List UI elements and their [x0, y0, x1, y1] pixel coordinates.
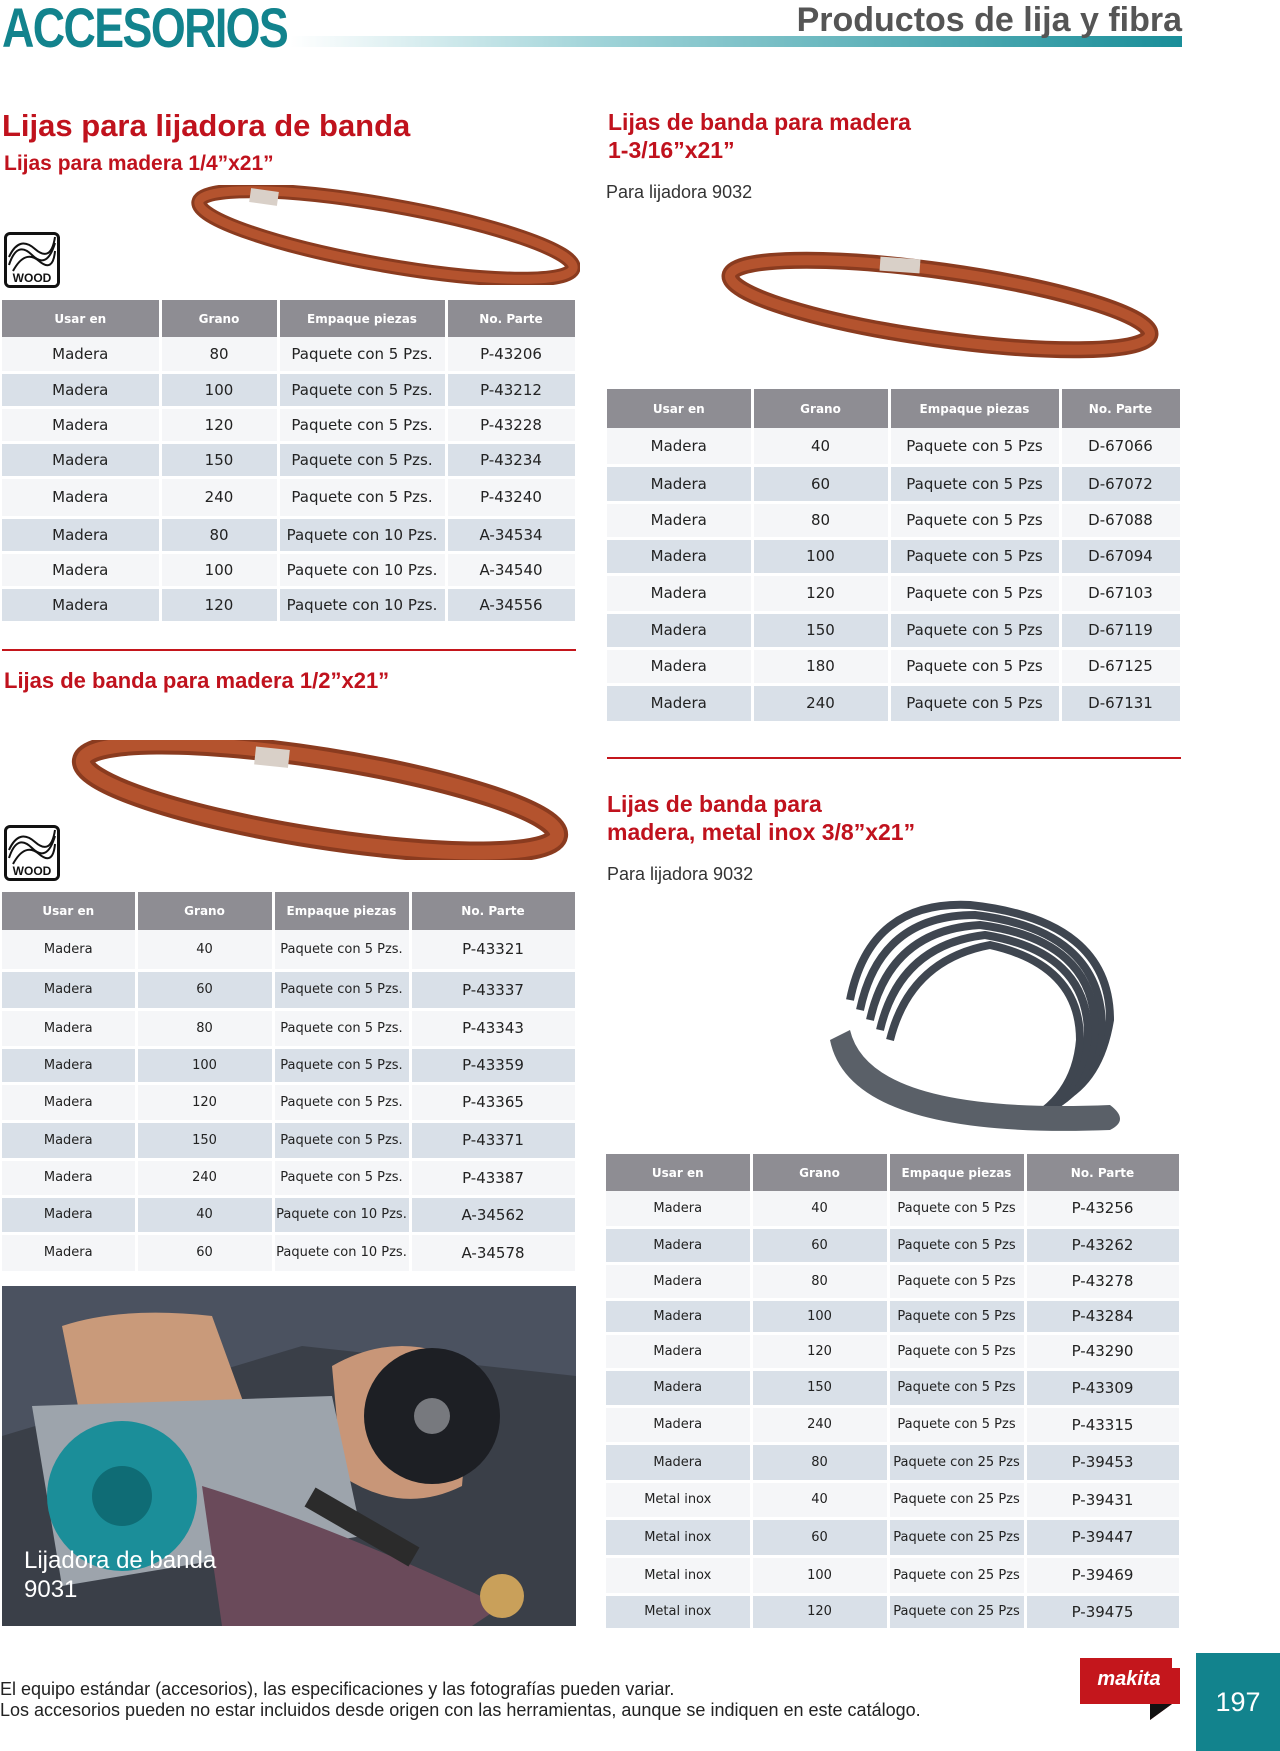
table-cell: 80: [751, 1443, 888, 1481]
photo-caption: [24, 1546, 216, 1604]
table-cell: Paquete con 5 Pzs: [888, 1369, 1025, 1406]
table-cell: Madera: [2, 1196, 136, 1233]
table-cell: P-43212: [446, 372, 576, 407]
table-cell: Madera: [2, 337, 160, 372]
section3-title: Lijas de banda para madera 1/2”x21”: [4, 668, 390, 693]
table-cell: 240: [136, 1159, 273, 1196]
table-cell: A-34578: [410, 1233, 576, 1272]
table-cell: Paquete con 5 Pzs.: [273, 1009, 410, 1047]
table-cell: Madera: [606, 1443, 751, 1481]
section2-note: Para lijadora 9032: [606, 182, 753, 202]
table-row: [2, 970, 576, 1009]
table-cell: Madera: [2, 1121, 136, 1159]
table-cell: Madera: [606, 1299, 751, 1333]
table-row: [606, 1481, 1180, 1518]
table-cell: Madera: [606, 1369, 751, 1406]
column-header: Usar en: [606, 1154, 751, 1191]
table-cell: Paquete con 5 Pzs: [889, 612, 1060, 648]
table-cell: P-43278: [1025, 1263, 1180, 1299]
table-row: [2, 407, 576, 442]
table-cell: 120: [160, 407, 278, 442]
table-cell: P-43343: [410, 1009, 576, 1047]
table-cell: Madera: [2, 407, 160, 442]
table-cell: A-34562: [410, 1196, 576, 1233]
table-cell: A-34534: [446, 517, 576, 552]
table-row: [607, 612, 1181, 648]
table-row: [2, 337, 576, 372]
table-cell: Madera: [2, 1233, 136, 1272]
belt-sander-photo: [2, 1286, 576, 1626]
table-row: [607, 574, 1181, 612]
belt-bundle-image: [810, 880, 1150, 1150]
table-cell: Paquete con 10 Pzs.: [278, 587, 446, 622]
table-cell: P-43309: [1025, 1369, 1180, 1406]
table-cell: 80: [752, 502, 889, 538]
table-cell: Madera: [606, 1263, 751, 1299]
footer-line1: El equipo estándar (accesorios), las especificaciones y las fotografías pueden variar.: [0, 1679, 675, 1699]
table-cell: 60: [751, 1518, 888, 1556]
table-cell: 40: [752, 428, 889, 465]
col-header-empaque: Empaque piezas: [278, 300, 446, 337]
table-cell: 60: [751, 1227, 888, 1263]
table-cell: D-67119: [1060, 612, 1181, 648]
wood-icon-label: WOOD: [7, 865, 57, 878]
table-cell: P-43387: [410, 1159, 576, 1196]
column-header: Empaque piezas: [889, 389, 1060, 428]
table-cell: Paquete con 25 Pzs: [888, 1518, 1025, 1556]
table-cell: Paquete con 5 Pzs: [888, 1263, 1025, 1299]
table-cell: D-67066: [1060, 428, 1181, 465]
table-row: [2, 442, 576, 477]
table-row: [606, 1556, 1180, 1594]
table-cell: P-39431: [1025, 1481, 1180, 1518]
table-cell: Madera: [607, 465, 752, 502]
table-row: [606, 1443, 1180, 1481]
table-cell: 150: [751, 1369, 888, 1406]
table-cell: 40: [751, 1481, 888, 1518]
table-cell: Madera: [607, 648, 752, 684]
section4-title: [607, 790, 915, 846]
table-cell: Metal inox: [606, 1518, 751, 1556]
table-cell: Madera: [607, 538, 752, 574]
table-cell: Madera: [2, 442, 160, 477]
table-cell: Paquete con 5 Pzs: [889, 465, 1060, 502]
table-cell: D-67094: [1060, 538, 1181, 574]
divider: [607, 757, 1181, 759]
table-row: [607, 428, 1181, 465]
table-cell: 100: [160, 552, 278, 587]
table-cell: 60: [136, 1233, 273, 1272]
table-row: [2, 1233, 576, 1272]
table-row: [2, 517, 576, 552]
section4-title-line1: Lijas de banda para: [607, 791, 822, 817]
section2-title-line2: 1-3/16”x21”: [608, 137, 735, 163]
sanding-belt-image-1: [190, 185, 580, 285]
table-cell: P-39447: [1025, 1518, 1180, 1556]
table-cell: P-39469: [1025, 1556, 1180, 1594]
table-row: [606, 1191, 1180, 1227]
table-row: [2, 552, 576, 587]
table-section1: [2, 300, 578, 624]
section4-title-line2: madera, metal inox 3/8”x21”: [607, 819, 916, 845]
table-row: [2, 1159, 576, 1196]
table-cell: 240: [752, 684, 889, 722]
col-header-usar-en: Usar en: [2, 300, 160, 337]
table-row: [607, 502, 1181, 538]
table-cell: Paquete con 5 Pzs.: [273, 930, 410, 970]
table-cell: Madera: [606, 1406, 751, 1443]
table-cell: 80: [136, 1009, 273, 1047]
table-cell: 40: [136, 1196, 273, 1233]
table-row: [2, 1083, 576, 1121]
table-cell: P-43359: [410, 1047, 576, 1083]
table-cell: Madera: [607, 574, 752, 612]
table-cell: Paquete con 5 Pzs: [888, 1406, 1025, 1443]
table-cell: Paquete con 5 Pzs: [888, 1227, 1025, 1263]
makita-logo: [1080, 1654, 1180, 1724]
table-cell: 80: [751, 1263, 888, 1299]
column-header: Empaque piezas: [273, 892, 410, 930]
table-cell: Madera: [606, 1227, 751, 1263]
table-cell: Paquete con 5 Pzs: [889, 428, 1060, 465]
table-cell: P-43262: [1025, 1227, 1180, 1263]
table-cell: Paquete con 5 Pzs.: [278, 337, 446, 372]
table-row: [606, 1333, 1180, 1369]
table-cell: 100: [136, 1047, 273, 1083]
table-cell: Paquete con 25 Pzs: [888, 1556, 1025, 1594]
table-row: [2, 372, 576, 407]
table-cell: P-43228: [446, 407, 576, 442]
table-cell: 120: [136, 1083, 273, 1121]
table-section4: [606, 1154, 1182, 1631]
table-cell: Madera: [606, 1333, 751, 1369]
table-row: [606, 1406, 1180, 1443]
table-cell: 80: [160, 517, 278, 552]
wood-icon-label: WOOD: [7, 272, 57, 285]
table-cell: P-43240: [446, 477, 576, 517]
table-cell: Paquete con 5 Pzs.: [273, 970, 410, 1009]
table-row: [2, 930, 576, 970]
table-cell: Madera: [2, 1159, 136, 1196]
column-header: No. Parte: [410, 892, 576, 930]
column-header: Grano: [136, 892, 273, 930]
divider: [2, 649, 576, 651]
table-cell: P-43321: [410, 930, 576, 970]
table-cell: Madera: [2, 552, 160, 587]
table-row: [2, 477, 576, 517]
section1-title: Lijas para lijadora de banda: [2, 108, 411, 143]
section4-note: Para lijadora 9032: [607, 864, 754, 884]
table-cell: Paquete con 10 Pzs.: [278, 552, 446, 587]
table-cell: D-67125: [1060, 648, 1181, 684]
column-header: Empaque piezas: [888, 1154, 1025, 1191]
table-cell: P-43290: [1025, 1333, 1180, 1369]
table-cell: Paquete con 5 Pzs.: [273, 1121, 410, 1159]
column-header: Usar en: [2, 892, 136, 930]
table-cell: Paquete con 5 Pzs.: [278, 407, 446, 442]
table-row: [606, 1594, 1180, 1629]
table-row: [606, 1369, 1180, 1406]
table-cell: P-43234: [446, 442, 576, 477]
table-cell: Madera: [606, 1191, 751, 1227]
footer-line2: Los accesorios pueden no estar incluidos desde origen con las herramientas, aunque se indiquen en este catálogo.: [0, 1700, 921, 1720]
wood-icon: [4, 825, 60, 881]
table-cell: 60: [136, 970, 273, 1009]
table-cell: Paquete con 10 Pzs.: [278, 517, 446, 552]
brand-name: makita: [1097, 1668, 1161, 1690]
table-cell: Madera: [2, 477, 160, 517]
table-cell: Paquete con 5 Pzs.: [273, 1159, 410, 1196]
column-header: Grano: [751, 1154, 888, 1191]
table-cell: Paquete con 5 Pzs: [888, 1299, 1025, 1333]
table-cell: 150: [160, 442, 278, 477]
photo-caption-line1: Lijadora de banda: [24, 1547, 217, 1574]
table-cell: Madera: [2, 1009, 136, 1047]
table-cell: 120: [160, 587, 278, 622]
section1-subtitle: Lijas para madera 1/4”x21”: [4, 152, 274, 175]
table-row: [607, 684, 1181, 722]
table-cell: 120: [751, 1333, 888, 1369]
table-cell: P-43256: [1025, 1191, 1180, 1227]
table-cell: D-67103: [1060, 574, 1181, 612]
table-cell: Madera: [607, 612, 752, 648]
table-cell: P-43371: [410, 1121, 576, 1159]
table-cell: 150: [752, 612, 889, 648]
table-cell: 100: [751, 1299, 888, 1333]
table-cell: Paquete con 5 Pzs: [888, 1191, 1025, 1227]
table-cell: 60: [752, 465, 889, 502]
table-cell: Paquete con 25 Pzs: [888, 1443, 1025, 1481]
table-cell: Paquete con 5 Pzs: [888, 1333, 1025, 1369]
table-cell: Madera: [2, 372, 160, 407]
table-cell: P-39453: [1025, 1443, 1180, 1481]
table-row: [2, 1121, 576, 1159]
table-cell: Paquete con 5 Pzs.: [273, 1047, 410, 1083]
table-cell: Madera: [2, 1083, 136, 1121]
table-cell: 180: [752, 648, 889, 684]
table-cell: Madera: [2, 517, 160, 552]
table-cell: 100: [752, 538, 889, 574]
table-cell: P-39475: [1025, 1594, 1180, 1629]
table-cell: 240: [751, 1406, 888, 1443]
table-cell: 40: [751, 1191, 888, 1227]
table-cell: 150: [136, 1121, 273, 1159]
table-row: [2, 587, 576, 622]
table-row: [2, 1047, 576, 1083]
table-row: [606, 1518, 1180, 1556]
table-cell: P-43284: [1025, 1299, 1180, 1333]
col-header-grano: Grano: [160, 300, 278, 337]
table-cell: Paquete con 5 Pzs: [889, 648, 1060, 684]
table-cell: 40: [136, 930, 273, 970]
table-cell: Paquete con 5 Pzs: [889, 502, 1060, 538]
table-cell: Metal inox: [606, 1556, 751, 1594]
table-row: [2, 1009, 576, 1047]
table-cell: Paquete con 10 Pzs.: [273, 1196, 410, 1233]
table-cell: Metal inox: [606, 1481, 751, 1518]
column-header: Usar en: [607, 389, 752, 428]
column-header: No. Parte: [1060, 389, 1181, 428]
table-cell: Paquete con 5 Pzs: [889, 684, 1060, 722]
table-cell: Madera: [2, 1047, 136, 1083]
table-cell: Paquete con 25 Pzs: [888, 1481, 1025, 1518]
table-cell: Paquete con 5 Pzs.: [278, 372, 446, 407]
table-row: [606, 1263, 1180, 1299]
column-header: No. Parte: [1025, 1154, 1180, 1191]
table-cell: Madera: [2, 930, 136, 970]
section2-title-line1: Lijas de banda para madera: [608, 109, 911, 135]
table-cell: 120: [751, 1594, 888, 1629]
table-cell: Paquete con 5 Pzs.: [278, 477, 446, 517]
table-cell: Paquete con 5 Pzs.: [278, 442, 446, 477]
section2-title: [608, 108, 911, 164]
table-cell: Madera: [607, 428, 752, 465]
table-cell: Madera: [2, 587, 160, 622]
photo-caption-line2: 9031: [24, 1576, 78, 1603]
table-row: [607, 648, 1181, 684]
table-cell: P-43337: [410, 970, 576, 1009]
footer-disclaimer: [0, 1679, 921, 1721]
table-cell: Paquete con 5 Pzs.: [273, 1083, 410, 1121]
table-cell: D-67072: [1060, 465, 1181, 502]
table-row: [607, 465, 1181, 502]
table-cell: D-67131: [1060, 684, 1181, 722]
table-cell: 100: [160, 372, 278, 407]
table-cell: Paquete con 25 Pzs: [888, 1594, 1025, 1629]
table-cell: P-43365: [410, 1083, 576, 1121]
table-cell: Madera: [607, 502, 752, 538]
category-title: ACCESORIOS: [2, 0, 288, 59]
sanding-belt-image-2: [720, 250, 1160, 370]
table-cell: P-43206: [446, 337, 576, 372]
table-row: [607, 538, 1181, 574]
table-row: [606, 1227, 1180, 1263]
table-cell: Paquete con 5 Pzs: [889, 538, 1060, 574]
column-header: Grano: [752, 389, 889, 428]
wood-icon: [4, 232, 60, 288]
table-cell: P-43315: [1025, 1406, 1180, 1443]
table-cell: Madera: [2, 970, 136, 1009]
col-header-no-parte: No. Parte: [446, 300, 576, 337]
table-row: [2, 1196, 576, 1233]
table-cell: 80: [160, 337, 278, 372]
table-cell: A-34540: [446, 552, 576, 587]
table-cell: Paquete con 10 Pzs.: [273, 1233, 410, 1272]
table-cell: Metal inox: [606, 1594, 751, 1629]
table-section2: [607, 389, 1183, 724]
table-cell: Madera: [607, 684, 752, 722]
page-number: 197: [1196, 1653, 1280, 1751]
table-cell: 100: [751, 1556, 888, 1594]
table-cell: 120: [752, 574, 889, 612]
table-row: [606, 1299, 1180, 1333]
table-cell: D-67088: [1060, 502, 1181, 538]
table-cell: Paquete con 5 Pzs: [889, 574, 1060, 612]
table-section3: [2, 892, 578, 1274]
page-title: Productos de lija y fibra: [796, 1, 1182, 39]
table-cell: A-34556: [446, 587, 576, 622]
table-cell: 240: [160, 477, 278, 517]
sanding-belt-image-3: [70, 740, 580, 860]
